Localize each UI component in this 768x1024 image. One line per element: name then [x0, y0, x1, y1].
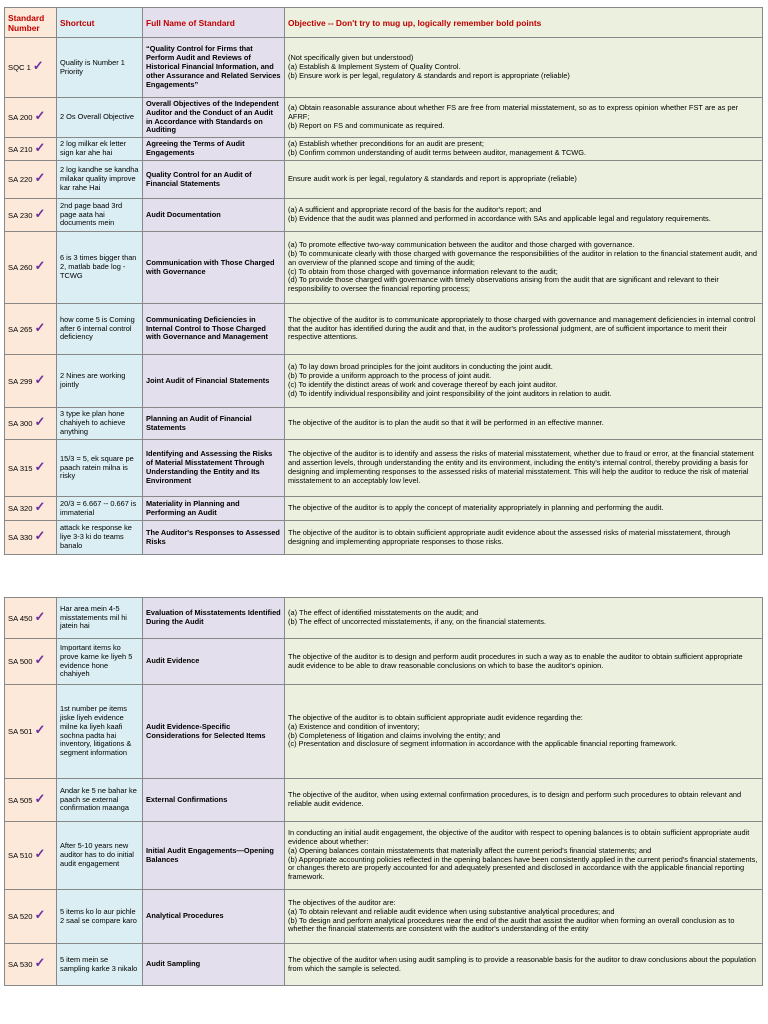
shortcut-cell: 2 log kandhe se kandha milakar quality improve kar rahe Hai	[57, 161, 143, 199]
standard-number: SA 230	[8, 210, 33, 220]
shortcut-cell: 2 Nines are working jointly	[57, 355, 143, 408]
objective-cell	[285, 890, 763, 944]
shortcut-cell: 5 items ko lo aur pichle 2 saal se compare karo	[57, 890, 143, 944]
shortcut-cell: Andar ke 5 ne bahar ke paach se external confirmation maanga	[57, 779, 143, 822]
objective-line: (a) To lay down broad principles for the joint auditors in conducting the joint audit.	[288, 362, 553, 372]
standard-number-cell	[5, 639, 57, 685]
table-row	[5, 779, 763, 822]
check-mark-icon: ✓	[34, 371, 46, 387]
standard-number-cell	[5, 199, 57, 232]
shortcut-cell: Quality is Number 1 Priority	[57, 38, 143, 98]
standard-number: SA 210	[8, 144, 33, 154]
objective-cell	[285, 497, 763, 521]
objective-line: (a) Obtain reasonable assurance about whether FS are free from material misstatement, so as to express opinion whether FST are as per AFRF;	[288, 103, 739, 122]
check-mark-icon: ✓	[34, 528, 46, 544]
check-mark-icon: ✓	[34, 846, 46, 862]
objective-line: (b) Evidence that the audit was planned and performed in accordance with SAs and applicable legal and regulatory requirements.	[288, 214, 711, 223]
check-mark-icon: ✓	[34, 170, 46, 186]
table-row	[5, 138, 763, 161]
objective-line: The objective of the auditor is to apply the concept of materiality appropriately in planning and performing the audit.	[288, 503, 664, 513]
standard-number-cell	[5, 497, 57, 521]
header-shortcut: Shortcut	[57, 8, 143, 38]
objective-line: (a) Establish whether preconditions for an audit are present;	[288, 139, 484, 149]
objective-line: (a) A sufficient and appropriate record of the basis for the auditor's report; and	[288, 205, 542, 215]
check-mark-icon: ✓	[34, 319, 46, 335]
objective-line: The objective of the auditor is to identify and assess the risks of material misstatement, whether due to fraud or error, at the financial statement and assertion levels, through understanding the entity and its environment, including the entity's internal control, thereby providing a basis for designing and implementing responses to the assessed risks of material misstatement. This will help the auditor to reduce the risk of material misstatement to an acceptably low level.	[288, 449, 754, 485]
check-mark-icon: ✓	[34, 205, 46, 221]
shortcut-cell: attack ke response ke liye 3-3 ki do teams banalo	[57, 521, 143, 555]
standard-number: SA 265	[8, 324, 33, 334]
objective-cell	[285, 598, 763, 639]
check-mark-icon: ✓	[34, 414, 46, 430]
standard-name-cell: The Auditor's Responses to Assessed Risks	[143, 521, 285, 555]
shortcut-cell: 2nd page baad 3rd page aata hai documents mein	[57, 199, 143, 232]
objective-line: (a) Existence and condition of inventory;	[288, 721, 420, 731]
standard-name-cell: Audit Sampling	[143, 944, 285, 986]
objective-line: (Not specifically given but understood)	[288, 53, 414, 63]
objective-cell	[285, 779, 763, 822]
objective-cell	[285, 355, 763, 408]
shortcut-cell: 15/3 = 5, ek square pe paach ratein milna is risky	[57, 440, 143, 497]
check-mark-icon: ✓	[34, 608, 46, 624]
standard-number-cell	[5, 685, 57, 779]
standard-number: SA 299	[8, 376, 33, 386]
table-row	[5, 497, 763, 521]
objective-line: The objective of the auditor is to obtain sufficient appropriate audit evidence regarding the:	[288, 712, 583, 722]
table-row	[5, 38, 763, 98]
table-row	[5, 685, 763, 779]
standard-number: SA 200	[8, 113, 33, 123]
standard-number: SQC 1	[8, 63, 31, 73]
objective-cell	[285, 304, 763, 355]
table-row	[5, 355, 763, 408]
objective-line: (b) The effect of uncorrected misstatements, if any, on the financial statements.	[288, 617, 546, 626]
standard-number: SA 330	[8, 533, 33, 543]
shortcut-cell: 6 is 3 times bigger than 2, matlab bade log - TCWG	[57, 232, 143, 304]
table-row	[5, 944, 763, 986]
table-row	[5, 890, 763, 944]
shortcut-cell: 5 item mein se sampling karke 3 nikalo	[57, 944, 143, 986]
standard-number: SA 450	[8, 613, 33, 623]
shortcut-cell: Important items ko prove karne ke liyeh 5 evidence hone chahiyeh	[57, 639, 143, 685]
objective-line: (b) To provide a uniform approach to the process of joint audit.	[288, 371, 492, 381]
objective-line: (c) Presentation and disclosure of segment information in accordance with the applicable financial reporting framework.	[288, 739, 678, 749]
objective-line: The objectives of the auditor are:	[288, 897, 396, 907]
check-mark-icon: ✓	[34, 790, 46, 806]
standard-number: SA 220	[8, 175, 33, 185]
standard-number-cell	[5, 521, 57, 555]
check-mark-icon: ✓	[34, 258, 46, 274]
standard-number-cell	[5, 138, 57, 161]
objective-cell	[285, 944, 763, 986]
objective-line: (a) To obtain relevant and reliable audit evidence when using substantive analytical procedures; and	[288, 906, 615, 916]
objective-line: (b) Ensure work is per legal, regulatory & standards and report is appropriate (reliable)	[288, 70, 570, 80]
standard-name-cell: Materiality in Planning and Performing an Audit	[143, 497, 285, 521]
standard-number: SA 520	[8, 912, 33, 922]
objective-cell	[285, 161, 763, 199]
standard-number-cell	[5, 355, 57, 408]
objective-cell	[285, 408, 763, 440]
standard-number: SA 505	[8, 795, 33, 805]
standard-name-cell: Agreeing the Terms of Audit Engagements	[143, 138, 285, 161]
table-row	[5, 521, 763, 555]
standard-number-cell	[5, 408, 57, 440]
objective-cell	[285, 639, 763, 685]
objective-line: The objective of the auditor is to plan the audit so that it will be performed in an effective manner.	[288, 418, 604, 428]
objective-line: (b) Appropriate accounting policies reflected in the opening balances have been consistently applied in the current period's financial statements, or changes thereto are properly accounted for and adequately presented and disclosed in accordance with the applicable financial reporting framework.	[288, 854, 758, 882]
standard-number-cell	[5, 779, 57, 822]
objective-line: The objective of the auditor when using audit sampling is to provide a reasonable basis for the auditor to draw conclusions about the population from which the sample is selected.	[288, 954, 756, 973]
check-mark-icon: ✓	[34, 955, 46, 971]
shortcut-cell: how come 5 is Coming after 6 internal control deficiency	[57, 304, 143, 355]
standard-number-cell	[5, 232, 57, 304]
standard-name-cell: Quality Control for an Audit of Financial Statements	[143, 161, 285, 199]
objective-line: (c) To identify the distinct areas of work and coverage thereof by each joint auditor.	[288, 380, 558, 389]
standard-name-cell: “Quality Control for Firms that Perform Audit and Reviews of Historical Financial Information, and other Assurance and Related Services Engagements”	[143, 38, 285, 98]
check-mark-icon: ✓	[34, 722, 46, 738]
table-header-row	[5, 8, 763, 38]
table-row	[5, 822, 763, 890]
shortcut-cell: 2 Os Overall Objective	[57, 98, 143, 138]
objective-line: (a) The effect of identified misstatements on the audit; and	[288, 608, 479, 618]
standard-number-cell	[5, 598, 57, 639]
standard-number: SA 510	[8, 851, 33, 861]
table-2-body	[5, 598, 763, 986]
table-row	[5, 304, 763, 355]
objective-cell	[285, 98, 763, 138]
standard-number: SA 300	[8, 419, 33, 429]
standard-name-cell: Identifying and Assessing the Risks of Material Misstatement Through Understanding the Entity and Its Environment	[143, 440, 285, 497]
objective-line: (b) Completeness of litigation and claims involving the entity; and	[288, 730, 501, 740]
standards-table-1	[4, 7, 763, 555]
objective-line: (d) To provide those charged with governance with timely observations arising from the audit that are significant and relevant to their responsibility to oversee the financial reporting process;	[288, 275, 719, 294]
standard-name-cell: Audit Documentation	[143, 199, 285, 232]
objective-cell	[285, 232, 763, 304]
check-mark-icon: ✓	[34, 499, 46, 515]
standard-number: SA 500	[8, 657, 33, 667]
objective-cell	[285, 685, 763, 779]
check-mark-icon: ✓	[34, 907, 46, 923]
standard-name-cell: Initial Audit Engagements—Opening Balances	[143, 822, 285, 890]
objective-line: (c) To obtain from those charged with governance information relevant to the audit;	[288, 266, 558, 276]
check-mark-icon: ✓	[34, 652, 46, 668]
objective-line: (a) Opening balances contain misstatements that materially affect the current period's financial statements; and	[288, 845, 652, 855]
standard-number: SA 315	[8, 463, 33, 473]
standard-name-cell: Audit Evidence	[143, 639, 285, 685]
objective-line: Ensure audit work is per legal, regulatory & standards and report is appropriate (reliable)	[288, 174, 577, 184]
shortcut-cell: 2 log milkar ek letter sign kar ahe hai	[57, 138, 143, 161]
objective-cell	[285, 521, 763, 555]
objective-cell	[285, 199, 763, 232]
check-mark-icon: ✓	[32, 58, 44, 74]
table-row	[5, 161, 763, 199]
standard-name-cell: Communication with Those Charged with Governance	[143, 232, 285, 304]
table-row	[5, 598, 763, 639]
objective-line: (d) To identify individual responsibility and joint responsibility of the joint auditors in relation to audit.	[288, 388, 612, 398]
table-row	[5, 199, 763, 232]
objective-line: (b) Report on FS and communicate as required.	[288, 120, 445, 130]
check-mark-icon: ✓	[34, 108, 46, 124]
objective-line: The objective of the auditor is to obtain sufficient appropriate audit evidence about the assessed risks of material misstatement, through designing and implementing appropriate responses to those risks.	[288, 527, 731, 546]
standard-name-cell: Planning an Audit of Financial Statements	[143, 408, 285, 440]
standard-name-cell: Joint Audit of Financial Statements	[143, 355, 285, 408]
standard-number-cell	[5, 38, 57, 98]
standard-number: SA 530	[8, 960, 33, 970]
objective-cell	[285, 440, 763, 497]
objective-cell	[285, 822, 763, 890]
objective-line: The objective of the auditor, when using external confirmation procedures, is to design and perform such procedures to obtain relevant and reliable audit evidence.	[288, 790, 742, 808]
check-mark-icon: ✓	[34, 458, 46, 474]
standard-number-cell	[5, 890, 57, 944]
standard-number-cell	[5, 98, 57, 138]
table-row	[5, 232, 763, 304]
objective-line: (b) Confirm common understanding of audit terms between auditor, management & TCWG.	[288, 148, 587, 157]
objective-cell	[285, 138, 763, 161]
table-row	[5, 639, 763, 685]
standard-number: SA 501	[8, 727, 33, 737]
standard-number-cell	[5, 944, 57, 986]
shortcut-cell: After 5-10 years new auditor has to do initial audit engagement	[57, 822, 143, 890]
standard-number-cell	[5, 304, 57, 355]
objective-line: (a) Establish & Implement System of Quality Control.	[288, 62, 461, 72]
table-1-body	[5, 38, 763, 555]
shortcut-cell: 1st number pe items jiske liyeh evidence milne ka liyeh kaafi sochna padta hai inventory, litigations & segment information	[57, 685, 143, 779]
table-row	[5, 408, 763, 440]
standard-name-cell: Evaluation of Misstatements Identified During the Audit	[143, 598, 285, 639]
header-standard-number: Standard Number	[5, 8, 57, 38]
shortcut-cell: 20/3 = 6.667 -- 0.667 is immaterial	[57, 497, 143, 521]
standard-number: SA 260	[8, 263, 33, 273]
objective-cell	[285, 38, 763, 98]
header-objective: Objective -- Don't try to mug up, logically remember bold points	[285, 8, 763, 38]
objective-line: (b) To design and perform analytical procedures near the end of the audit that assist the auditor when forming an overall conclusion as to whether the financial statements are consistent with the auditor's understanding of the entity	[288, 915, 735, 934]
standard-number-cell	[5, 822, 57, 890]
shortcut-cell: 3 type ke plan hone chahiyeh to achieve anything	[57, 408, 143, 440]
objective-line: In conducting an initial audit engagement, the objective of the auditor with respect to opening balances is to obtain sufficient appropriate audit evidence about whether:	[288, 827, 750, 846]
standard-name-cell: External Confirmations	[143, 779, 285, 822]
standard-name-cell: Audit Evidence-Specific Considerations for Selected Items	[143, 685, 285, 779]
standard-name-cell: Analytical Procedures	[143, 890, 285, 944]
standard-number: SA 320	[8, 504, 33, 514]
objective-line: The objective of the auditor is to design and perform audit procedures in such a way as to enable the auditor to obtain sufficient appropriate audit evidence to be able to draw reasonable conclusions on which to base the auditor's opinion.	[288, 651, 743, 670]
objective-line: (b) To communicate clearly with those charged with governance the responsibilities of the auditor in relation to the financial statement audit, and an overview of the planned scope and timing of the audit;	[288, 248, 758, 267]
standard-number-cell	[5, 161, 57, 199]
standard-name-cell: Communicating Deficiencies in Internal Control to Those Charged with Governance and Management	[143, 304, 285, 355]
check-mark-icon: ✓	[34, 139, 46, 155]
shortcut-cell: Har area mein 4-5 misstatements mil hi jatein hai	[57, 598, 143, 639]
standards-table-2	[4, 597, 763, 986]
objective-line: The objective of the auditor is to communicate appropriately to those charged with governance and management deficiencies in internal control that the auditor has identified during the audit and that, in the auditor's professional judgment, are of sufficient importance to merit their respective attentions.	[288, 314, 756, 342]
objective-line: (a) To promote effective two-way communication between the auditor and those charged with governance.	[288, 239, 635, 249]
standard-name-cell: Overall Objectives of the Independent Auditor and the Conduct of an Audit in Accordance with Standards on Auditing	[143, 98, 285, 138]
table-row	[5, 440, 763, 497]
table-row	[5, 98, 763, 138]
standard-number-cell	[5, 440, 57, 497]
header-full-name: Full Name of Standard	[143, 8, 285, 38]
